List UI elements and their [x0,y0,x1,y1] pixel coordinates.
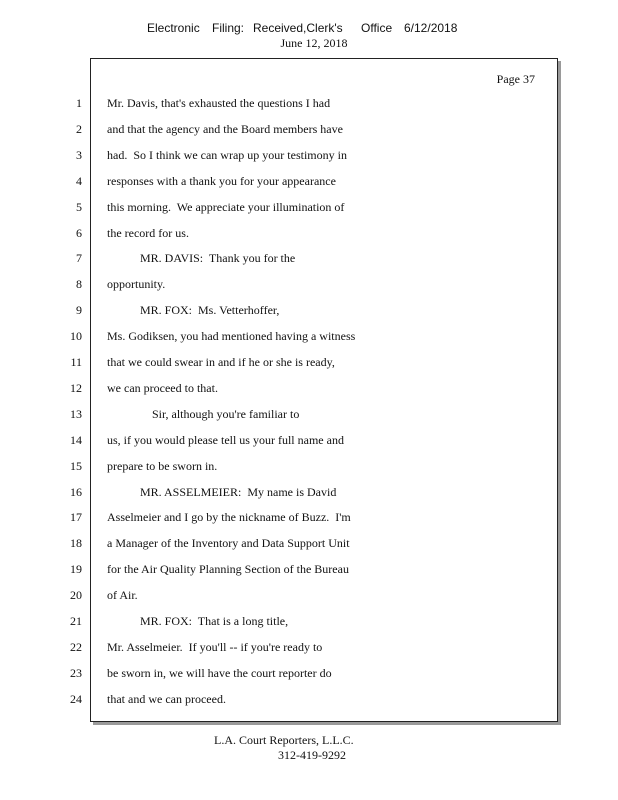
court-reporter-firm: L.A. Court Reporters, L.L.C. [214,733,354,747]
line-text: MR. DAVIS: Thank you for the [107,251,296,266]
line-text: we can proceed to that. [107,380,218,395]
line-number: 13 [70,406,82,421]
line-text: and that the agency and the Board members have [107,121,343,136]
line-number: 24 [70,691,82,706]
court-reporter-phone: 312-419-9292 [278,748,346,762]
line-number: 14 [70,432,82,447]
transcript-line [0,226,618,252]
transcript-line [0,433,618,459]
filing-stamp [0,21,618,37]
transcript-line [0,303,618,329]
line-text: be sworn in, we will have the court reporter do [107,665,332,680]
filing-date: June 12, 2018 [280,36,348,50]
transcript-line [0,459,618,485]
page-number: Page 37 [496,72,535,86]
line-number: 11 [70,355,82,369]
transcript-line [0,251,618,277]
line-text: us, if you would please tell us your full name and [107,432,344,447]
line-text: responses with a thank you for your appearance [107,173,336,188]
stamp-word: Received,Clerk's [253,21,343,35]
line-number: 5 [76,199,82,214]
line-text: Mr. Davis, that's exhausted the questions I had [107,96,331,110]
stamp-word: 6/12/2018 [404,21,458,35]
transcript-line [0,640,618,666]
line-text: that we could swear in and if he or she is ready, [107,355,335,369]
line-number: 17 [70,510,82,525]
transcript-line [0,485,618,511]
line-number: 12 [70,380,82,395]
transcript-line [0,96,618,122]
transcript-line [0,666,618,692]
transcript-line [0,148,618,174]
transcript-line [0,536,618,562]
line-text: a Manager of the Inventory and Data Support Unit [107,536,350,551]
line-text: Mr. Asselmeier. If you'll -- if you're ready to [107,639,323,654]
line-number: 2 [76,121,82,136]
transcript-line [0,381,618,407]
transcript-line [0,588,618,614]
line-number: 7 [76,251,82,266]
line-number: 22 [70,639,82,654]
line-number: 10 [70,329,82,344]
line-text: opportunity. [107,277,166,292]
transcript-line [0,692,618,718]
stamp-word: Filing: [212,21,245,35]
line-text: that and we can proceed. [107,691,226,706]
transcript-line [0,614,618,640]
line-number: 23 [70,665,82,680]
line-text: of Air. [107,588,138,603]
transcript-line [0,277,618,303]
transcript-line [0,174,618,200]
line-text: for the Air Quality Planning Section of the Bureau [107,562,349,577]
transcript-line [0,562,618,588]
line-text: Asselmeier and I go by the nickname of Buzz. I'm [107,510,351,525]
line-number: 15 [70,458,82,473]
line-text: prepare to be sworn in. [107,458,218,473]
line-number: 19 [70,562,82,577]
line-number: 16 [70,484,82,499]
line-number: 1 [76,96,82,110]
line-number: 3 [76,147,82,162]
line-text: MR. FOX: Ms. Vetterhoffer, [107,303,280,318]
line-text: the record for us. [107,225,189,240]
line-number: 9 [76,303,82,318]
line-number: 20 [70,588,82,603]
line-number: 8 [76,277,82,292]
line-text: Sir, although you're familiar to [107,406,300,421]
stamp-word: Electronic [147,21,200,35]
transcript-line [0,200,618,226]
transcript-line [0,122,618,148]
line-number: 4 [76,173,82,188]
line-number: 21 [70,614,82,628]
line-text: this morning. We appreciate your illumination of [107,199,345,214]
transcript-line [0,355,618,381]
stamp-word: Office [361,21,393,35]
transcript-line [0,329,618,355]
line-number: 18 [70,536,82,551]
line-text: had. So I think we can wrap up your testimony in [107,147,347,162]
line-text: MR. ASSELMEIER: My name is David [107,484,337,499]
line-number: 6 [76,225,82,240]
transcript-line [0,407,618,433]
transcript-line [0,510,618,536]
line-text: MR. FOX: That is a long title, [107,614,289,628]
line-text: Ms. Godiksen, you had mentioned having a witness [107,329,356,344]
